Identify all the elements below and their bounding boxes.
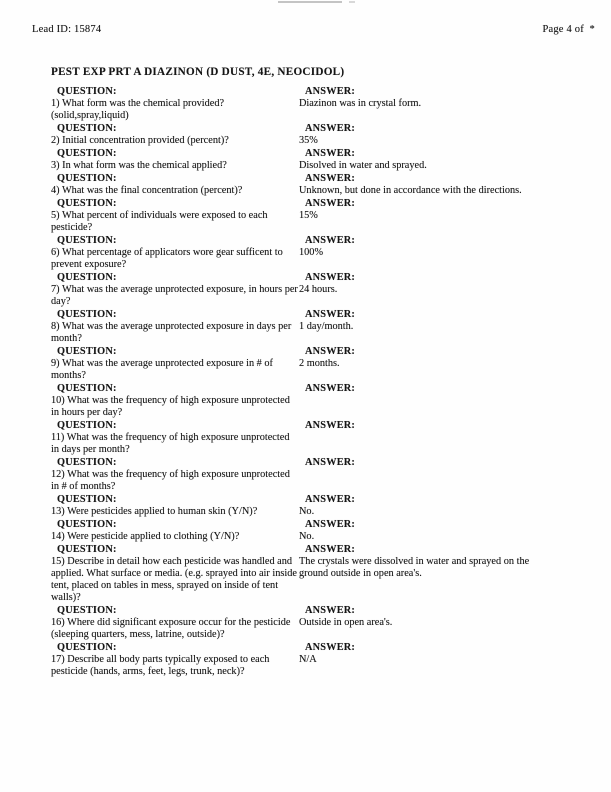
document-title: PEST EXP PRT A DIAZINON (D DUST, 4E, NEOCIDOL) [51, 66, 345, 78]
answer-text: 24 hours. [299, 284, 338, 295]
qa-block [51, 519, 561, 543]
qa-block [51, 457, 561, 493]
question-column [51, 86, 299, 122]
answer-column [299, 544, 559, 580]
qa-block [51, 86, 561, 122]
question-column [51, 383, 299, 419]
qa-block [51, 235, 561, 271]
question-text: 17) Describe all body parts typically exposed to each pesticide (hands, arms, feet, legs, trunk, neck)? [51, 654, 270, 677]
question-label: QUESTION: [57, 494, 117, 505]
answer-column [299, 457, 559, 469]
question-label: QUESTION: [57, 148, 117, 159]
answer-label: ANSWER: [305, 457, 356, 468]
page-header [32, 24, 595, 35]
qa-block [51, 198, 561, 234]
answer-column [299, 605, 559, 629]
answer-column [299, 86, 559, 110]
question-column [51, 173, 299, 197]
answer-label: ANSWER: [305, 148, 356, 159]
answer-text: 1 day/month. [299, 321, 354, 332]
question-label: QUESTION: [57, 544, 117, 555]
question-column [51, 235, 299, 271]
question-text: 16) Where did significant exposure occur for the pesticide (sleeping quarters, mess, latrine, outside)? [51, 617, 291, 640]
answer-column [299, 148, 559, 172]
answer-label: ANSWER: [305, 605, 356, 616]
question-text: 3) In what form was the chemical applied? [51, 160, 227, 171]
question-text: 1) What form was the chemical provided?(solid,spray,liquid) [51, 98, 225, 121]
qa-block [51, 309, 561, 345]
answer-column [299, 383, 559, 395]
question-column [51, 346, 299, 382]
answer-column [299, 494, 559, 518]
answer-text: No. [299, 531, 315, 542]
question-text: 13) Were pesticides applied to human skin (Y/N)? [51, 506, 258, 517]
question-label: QUESTION: [57, 519, 117, 530]
answer-label: ANSWER: [305, 544, 356, 555]
question-label: QUESTION: [57, 346, 117, 357]
qa-block [51, 383, 561, 419]
answer-label: ANSWER: [305, 86, 356, 97]
answer-label: ANSWER: [305, 309, 356, 320]
lead-id-text: Lead ID: 15874 [32, 24, 102, 35]
question-label: QUESTION: [57, 309, 117, 320]
question-label: QUESTION: [57, 173, 117, 184]
answer-text: No. [299, 506, 315, 517]
scan-artifact-dash [349, 1, 355, 3]
answer-text: N/A [299, 654, 317, 665]
question-column [51, 544, 299, 604]
question-label: QUESTION: [57, 605, 117, 616]
question-column [51, 420, 299, 456]
answer-label: ANSWER: [305, 642, 356, 653]
answer-column [299, 198, 559, 222]
answer-label: ANSWER: [305, 123, 356, 134]
question-column [51, 642, 299, 678]
answer-label: ANSWER: [305, 198, 356, 209]
question-label: QUESTION: [57, 86, 117, 97]
answer-label: ANSWER: [305, 383, 356, 394]
qa-block [51, 420, 561, 456]
question-column [51, 605, 299, 641]
question-text: 15) Describe in detail how each pesticide was handled and applied. What surface or media. (e.g. sprayed into air inside tent, placed on tables in mess, sprayed on inside of tent walls)? [51, 556, 297, 603]
answer-text: 2 months. [299, 358, 340, 369]
qa-list [51, 86, 561, 678]
question-label: QUESTION: [57, 457, 117, 468]
question-label: QUESTION: [57, 198, 117, 209]
question-label: QUESTION: [57, 420, 117, 431]
question-text: 14) Were pesticide applied to clothing (Y/N)? [51, 531, 240, 542]
document-body [51, 66, 561, 678]
qa-block [51, 346, 561, 382]
answer-text: Diazinon was in crystal form. [299, 98, 422, 109]
answer-text: Outside in open area's. [299, 617, 393, 628]
answer-column [299, 235, 559, 259]
question-text: 5) What percent of individuals were exposed to each pesticide? [51, 210, 268, 233]
answer-label: ANSWER: [305, 346, 356, 357]
question-column [51, 494, 299, 518]
qa-block [51, 173, 561, 197]
answer-column [299, 346, 559, 370]
page-number-text: Page 4 of * [542, 24, 595, 35]
question-text: 10) What was the frequency of high exposure unprotected in hours per day? [51, 395, 290, 418]
question-label: QUESTION: [57, 642, 117, 653]
answer-label: ANSWER: [305, 494, 356, 505]
scan-artifact-line [278, 1, 342, 3]
question-text: 2) Initial concentration provided (percent)? [51, 135, 229, 146]
answer-column [299, 642, 559, 666]
question-text: 11) What was the frequency of high exposure unprotected in days per month? [51, 432, 290, 455]
question-text: 6) What percentage of applicators wore gear sufficent to prevent exposure? [51, 247, 283, 270]
answer-label: ANSWER: [305, 173, 356, 184]
question-column [51, 123, 299, 147]
qa-block [51, 544, 561, 604]
question-label: QUESTION: [57, 235, 117, 246]
answer-column [299, 309, 559, 333]
question-column [51, 198, 299, 234]
question-text: 7) What was the average unprotected exposure, in hours per day? [51, 284, 298, 307]
answer-text: 35% [299, 135, 318, 146]
answer-label: ANSWER: [305, 235, 356, 246]
answer-column [299, 173, 559, 197]
answer-column [299, 123, 559, 147]
answer-text: 100% [299, 247, 324, 258]
question-text: 8) What was the average unprotected exposure in days per month? [51, 321, 292, 344]
question-text: 9) What was the average unprotected exposure in # of months? [51, 358, 273, 381]
question-column [51, 148, 299, 172]
answer-column [299, 420, 559, 432]
answer-text: The crystals were dissolved in water and sprayed on the ground outside in open area's. [299, 556, 530, 579]
answer-label: ANSWER: [305, 272, 356, 283]
answer-text: 15% [299, 210, 318, 221]
answer-column [299, 519, 559, 543]
question-column [51, 309, 299, 345]
qa-block [51, 605, 561, 641]
answer-column [299, 272, 559, 296]
qa-block [51, 148, 561, 172]
qa-block [51, 642, 561, 678]
question-column [51, 519, 299, 543]
question-label: QUESTION: [57, 383, 117, 394]
answer-label: ANSWER: [305, 519, 356, 530]
question-label: QUESTION: [57, 123, 117, 134]
answer-text: Unknown, but done in accordance with the directions. [299, 185, 522, 196]
question-column [51, 457, 299, 493]
qa-block [51, 123, 561, 147]
answer-text: Disolved in water and sprayed. [299, 160, 427, 171]
question-text: 12) What was the frequency of high exposure unprotected in # of months? [51, 469, 290, 492]
question-column [51, 272, 299, 308]
qa-block [51, 272, 561, 308]
question-label: QUESTION: [57, 272, 117, 283]
question-text: 4) What was the final concentration (percent)? [51, 185, 243, 196]
qa-block [51, 494, 561, 518]
answer-label: ANSWER: [305, 420, 356, 431]
